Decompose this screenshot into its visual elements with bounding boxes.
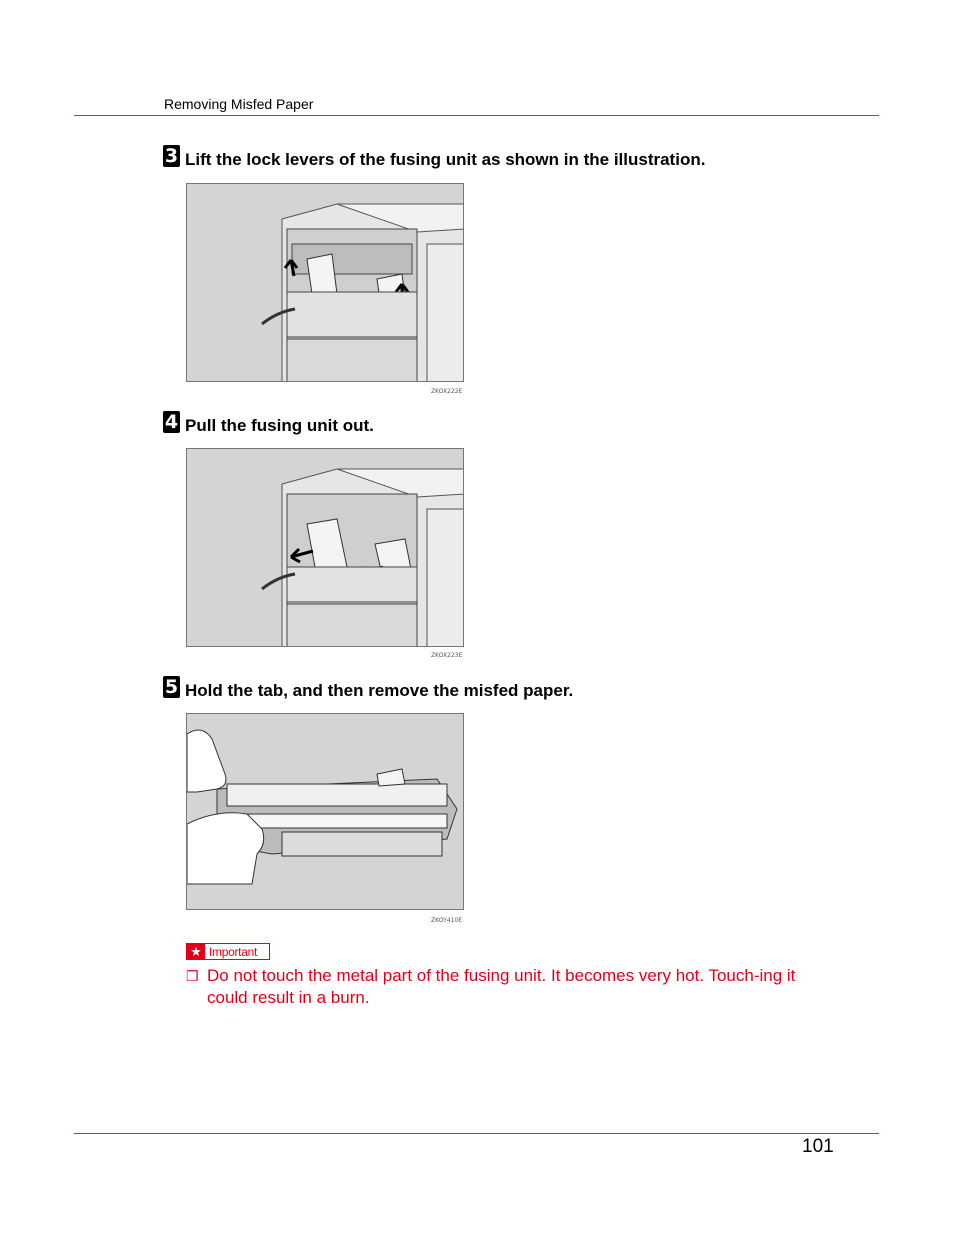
illustration-lift-lock-levers [186,183,464,382]
step-number: 3 [164,145,179,167]
important-text: Important [209,944,257,959]
step-number: 4 [164,411,179,433]
note-text: Do not touch the metal part of the fusing unit. It becomes very hot. Touch-ing it could result in a burn. [207,966,796,1007]
header-rule [74,115,879,116]
step-number: 5 [164,676,179,698]
step-instruction: Pull the fusing unit out. [185,416,374,435]
footer-rule [74,1133,879,1134]
illustration-pull-fusing-unit [186,448,464,647]
checkbox-bullet-icon: ❒ [186,968,199,984]
important-note [186,965,806,1009]
step-instruction: Lift the lock levers of the fusing unit as shown in the illustration. [185,150,706,169]
important-label [186,943,270,960]
illustration-remove-misfed-paper [186,713,464,910]
figure-code: ZKOX223E [431,652,463,659]
step-instruction: Hold the tab, and then remove the misfed paper. [185,681,574,700]
page-number: 101 [802,1136,834,1157]
step-4 [163,411,374,436]
step-5 [163,676,574,701]
section-title: Removing Misfed Paper [164,96,314,112]
step-3 [163,145,706,170]
figure-code: ZKOX222E [431,388,463,395]
star-icon: ★ [187,944,205,959]
figure-code: ZKOY410E [431,917,463,924]
